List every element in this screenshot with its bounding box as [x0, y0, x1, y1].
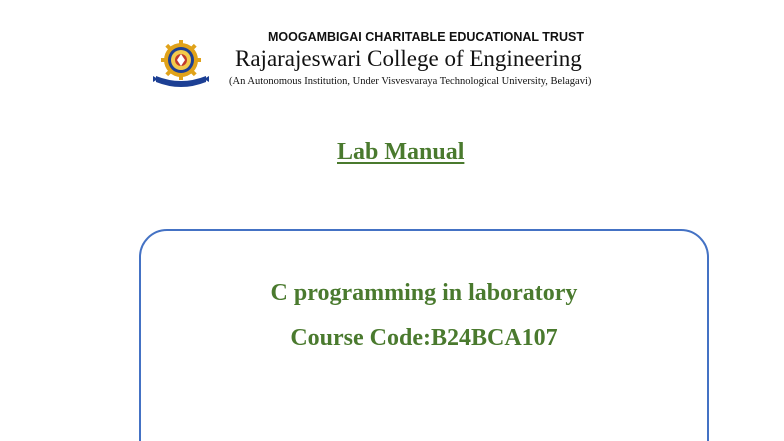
course-title: C programming in laboratory [270, 280, 578, 306]
affiliation-text: (An Autonomous Institution, Under Visvesvaraya Technological University, Belagavi) [229, 76, 592, 87]
document-heading: Lab Manual [337, 139, 465, 165]
course-code: Course Code:B24BCA107 [290, 325, 558, 351]
college-emblem-icon [153, 36, 209, 88]
college-name: Rajarajeswari College of Engineering [235, 46, 582, 71]
trust-name: MOOGAMBIGAI CHARITABLE EDUCATIONAL TRUST [268, 30, 584, 44]
